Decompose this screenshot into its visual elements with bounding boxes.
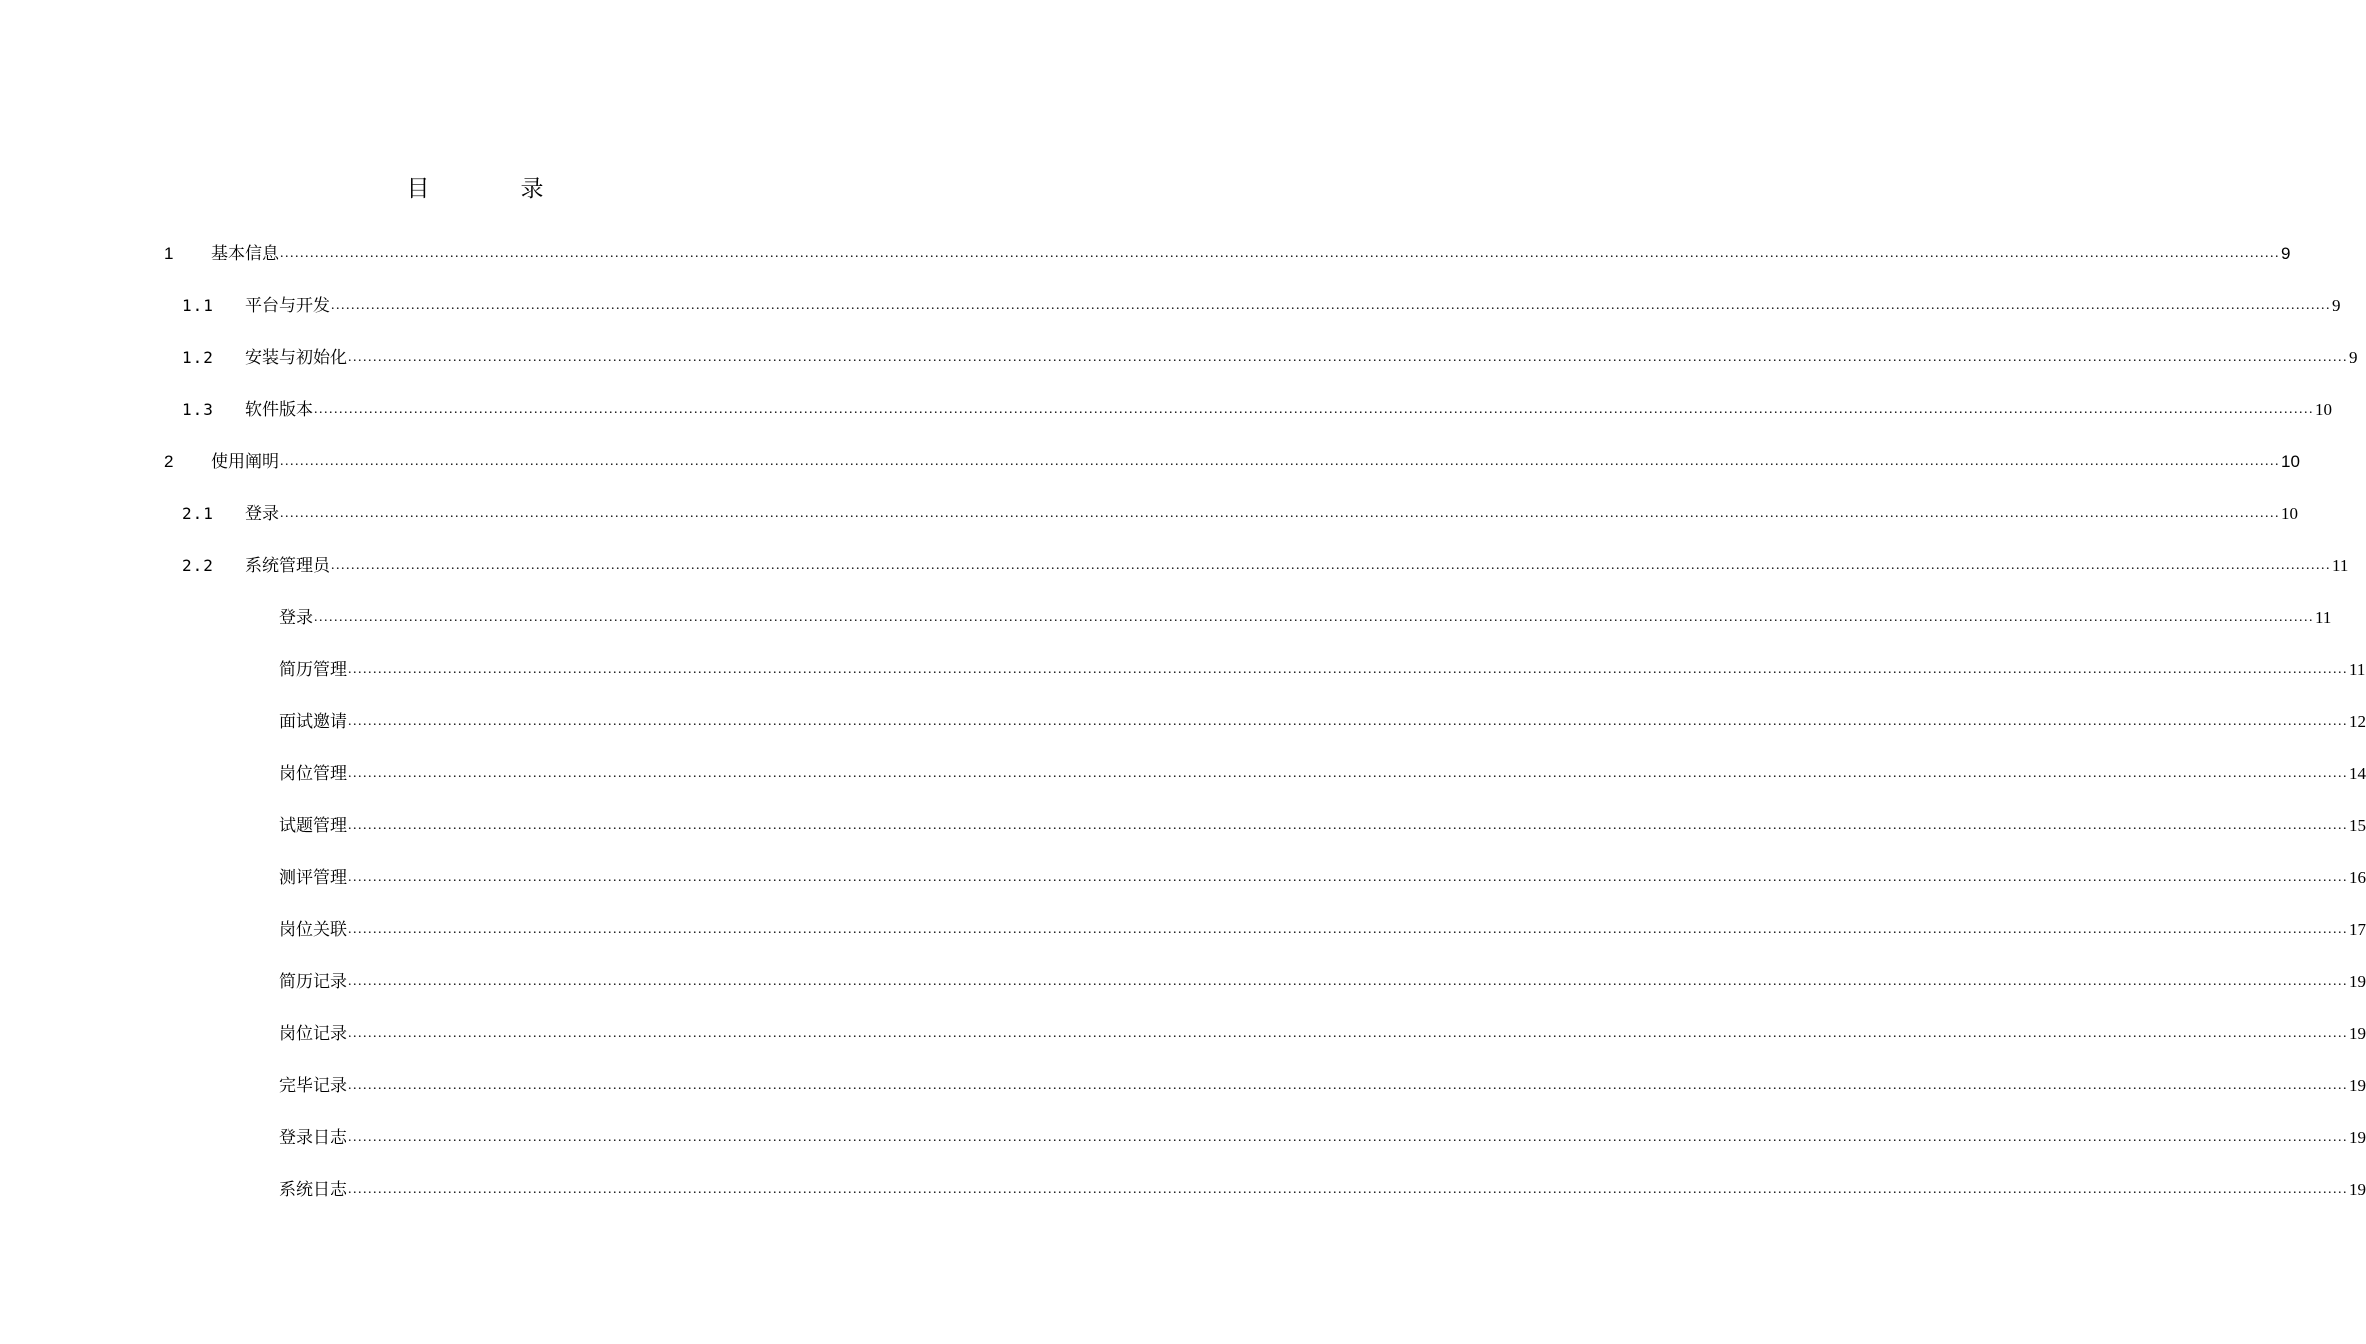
toc-entry-title: 平台与开发 [245,296,330,316]
toc-entry-page-number: 14 [2349,764,2366,783]
toc-entry[interactable] [164,236,2291,272]
toc-dot-leader: ................................................................................................................................................................................................................................................................................................................................................................................................................ [331,558,2331,573]
toc-entry-title: 登录 [245,504,279,524]
toc-entry-number: 2.1 [182,504,214,523]
toc-entry-page-number: 11 [2349,660,2366,679]
toc-entry-title: 岗位记录 [279,1024,347,1044]
toc-entry-number: 1.2 [182,348,214,367]
toc-entry-title: 岗位关联 [279,920,347,940]
toc-entry[interactable] [164,444,2300,480]
toc-entry[interactable] [279,912,2366,948]
toc-dot-leader: ................................................................................................................................................................................................................................................................................................................................................................................................................ [348,1078,2348,1093]
toc-entry-page-number: 9 [2332,296,2341,315]
toc-entry[interactable] [279,1068,2366,1104]
toc-dot-leader: ................................................................................................................................................................................................................................................................................................................................................................................................................ [348,1182,2348,1197]
toc-entry-page-number: 19 [2349,972,2366,991]
toc-entry[interactable] [279,860,2366,896]
toc-entry-title: 测评管理 [279,868,347,888]
toc-entry-title: 软件版本 [245,400,313,420]
toc-dot-leader: ................................................................................................................................................................................................................................................................................................................................................................................................................ [280,246,2280,261]
toc-entry-page-number: 10 [2315,400,2332,419]
toc-dot-leader: ................................................................................................................................................................................................................................................................................................................................................................................................................ [280,506,2280,521]
toc-entry-page-number: 9 [2349,348,2358,367]
toc-entry[interactable] [279,1120,2366,1156]
toc-entry[interactable] [279,600,2332,636]
toc-entry-title: 面试邀请 [279,712,347,732]
toc-entry-title: 安装与初始化 [245,348,347,368]
toc-dot-leader: ................................................................................................................................................................................................................................................................................................................................................................................................................ [348,818,2348,833]
toc-entry[interactable] [182,392,2332,428]
toc-entry[interactable] [279,652,2366,688]
toc-entry-title: 系统管理员 [245,556,330,576]
toc-entry[interactable] [182,288,2341,324]
toc-entry[interactable] [279,704,2366,740]
toc-entry-page-number: 12 [2349,712,2366,731]
toc-entry-title: 基本信息 [211,244,279,264]
toc-dot-leader: ................................................................................................................................................................................................................................................................................................................................................................................................................ [348,1130,2348,1145]
toc-dot-leader: ................................................................................................................................................................................................................................................................................................................................................................................................................ [348,350,2348,365]
toc-entry[interactable] [182,548,2349,584]
toc-entry-number: 2 [164,452,174,471]
toc-dot-leader: ................................................................................................................................................................................................................................................................................................................................................................................................................ [348,662,2348,677]
toc-entry-number: 2.2 [182,556,214,575]
toc-entry-page-number: 19 [2349,1024,2366,1043]
toc-entry-number: 1.3 [182,400,214,419]
toc-dot-leader: ................................................................................................................................................................................................................................................................................................................................................................................................................ [331,298,2331,313]
toc-dot-leader: ................................................................................................................................................................................................................................................................................................................................................................................................................ [280,454,2280,469]
toc-entry-page-number: 19 [2349,1180,2366,1199]
toc-dot-leader: ................................................................................................................................................................................................................................................................................................................................................................................................................ [314,610,2314,625]
toc-entry-title: 系统日志 [279,1180,347,1200]
toc-entry-page-number: 19 [2349,1128,2366,1147]
toc-entry-page-number: 16 [2349,868,2366,887]
toc-entry-title: 岗位管理 [279,764,347,784]
toc-entry[interactable] [279,808,2366,844]
toc-entry[interactable] [182,496,2298,532]
toc-entry-title: 简历管理 [279,660,347,680]
toc-dot-leader: ................................................................................................................................................................................................................................................................................................................................................................................................................ [314,402,2314,417]
toc-entry-page-number: 17 [2349,920,2366,939]
toc-entry-title: 登录日志 [279,1128,347,1148]
toc-entry[interactable] [279,1172,2366,1208]
toc-dot-leader: ................................................................................................................................................................................................................................................................................................................................................................................................................ [348,974,2348,989]
toc-entry-title: 使用阐明 [211,452,279,472]
toc-entry-number: 1 [164,244,174,263]
toc-dot-leader: ................................................................................................................................................................................................................................................................................................................................................................................................................ [348,714,2348,729]
toc-dot-leader: ................................................................................................................................................................................................................................................................................................................................................................................................................ [348,870,2348,885]
toc-entry[interactable] [182,340,2358,376]
toc-entry-page-number: 10 [2281,452,2300,471]
toc-dot-leader: ................................................................................................................................................................................................................................................................................................................................................................................................................ [348,922,2348,937]
toc-entry[interactable] [279,964,2366,1000]
toc-dot-leader: ................................................................................................................................................................................................................................................................................................................................................................................................................ [348,1026,2348,1041]
toc-entry-page-number: 10 [2281,504,2298,523]
toc-title: 目 录 [406,176,578,202]
toc-entry-title: 简历记录 [279,972,347,992]
toc-entry-title: 试题管理 [279,816,347,836]
toc-entry-number: 1.1 [182,296,214,315]
toc-entry[interactable] [279,756,2366,792]
toc-entry-title: 登录 [279,608,313,628]
toc-entry-page-number: 9 [2281,244,2291,263]
toc-entry-page-number: 15 [2349,816,2366,835]
toc-entry[interactable] [279,1016,2366,1052]
toc-dot-leader: ................................................................................................................................................................................................................................................................................................................................................................................................................ [348,766,2348,781]
toc-entry-title: 完毕记录 [279,1076,347,1096]
toc-entry-page-number: 11 [2315,608,2332,627]
toc-entry-page-number: 19 [2349,1076,2366,1095]
toc-entry-page-number: 11 [2332,556,2349,575]
